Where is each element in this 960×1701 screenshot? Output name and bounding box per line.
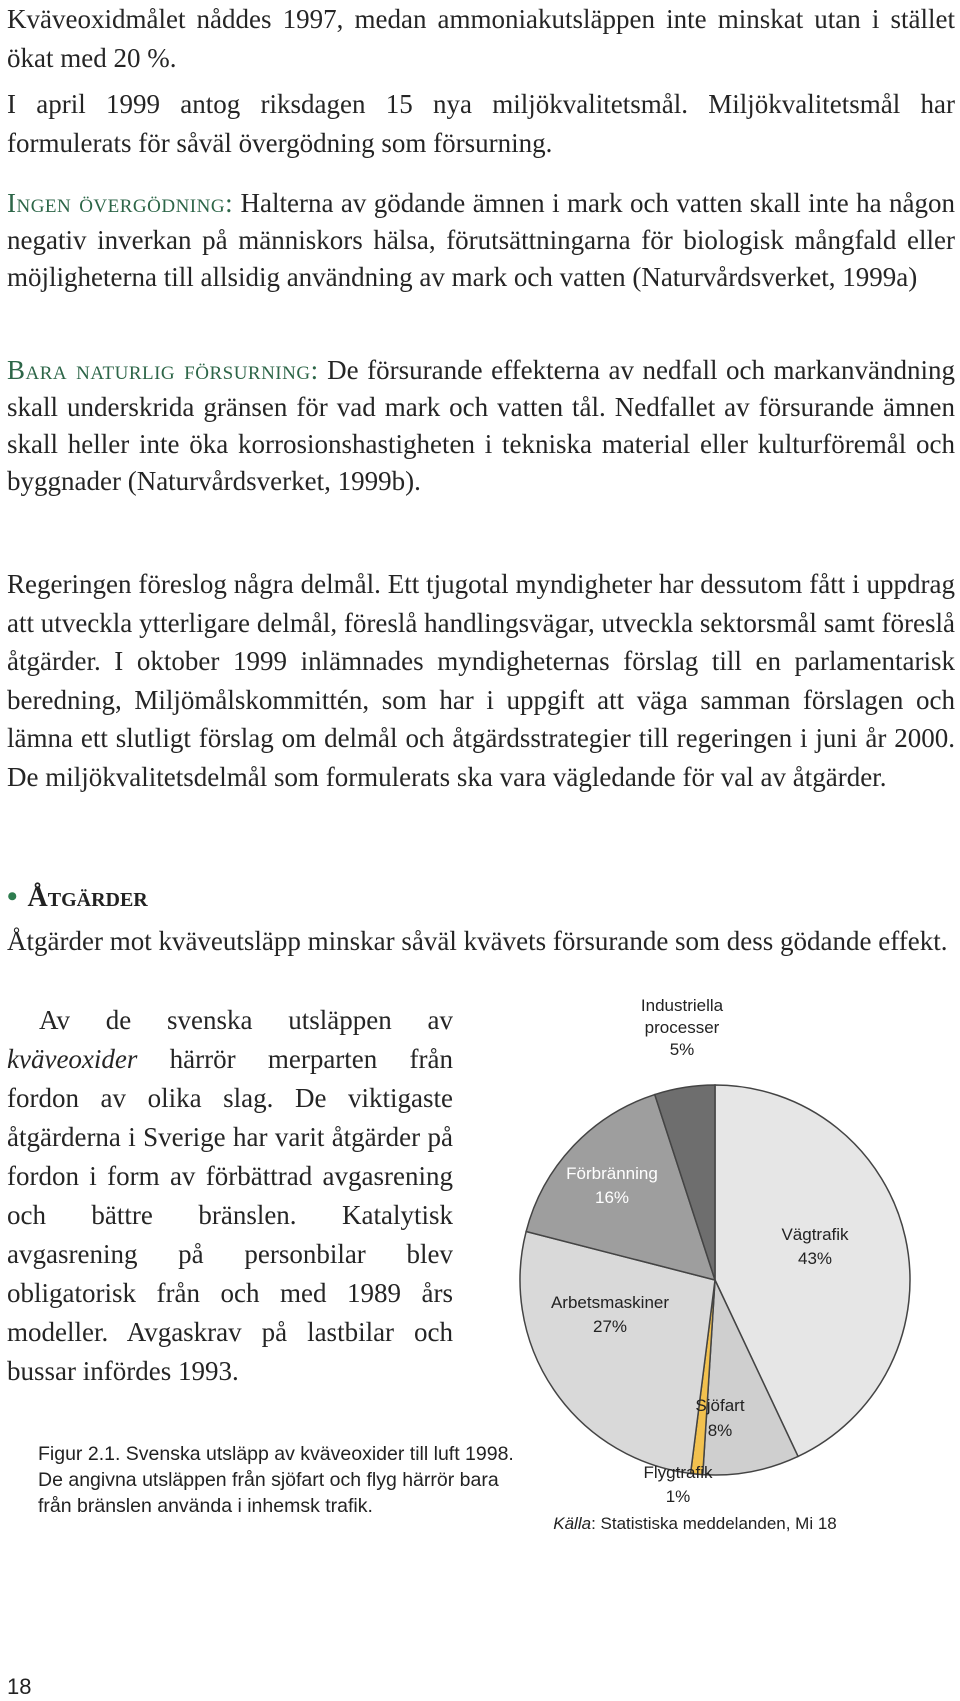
- figure-caption: Figur 2.1. Svenska utsläpp av kväveoxider till luft 1998. De angivna utsläppen från sjöfart och flyg härrör bara från bränslen använda i inhemsk trafik.: [38, 1443, 514, 1517]
- term-bara-naturlig-forsurning: Bara naturlig försurning:: [7, 355, 319, 385]
- label-forbranning-value: 16%: [594, 1188, 630, 1207]
- label-flygtrafik-name: Flygtrafik: [643, 1463, 713, 1482]
- definition-bara-naturlig-forsurning: De försurande effekterna av nedfall och markanvändning skall underskrida gränsen för vad mark och vatten tål. Nedfallet av försurande ämnen skall heller inte öka korrosionshastigheten i tekniska material eller kulturföremål och byggnader (Naturvårdsverket, 1999b).: [7, 355, 956, 496]
- chart-source-label: Källa: [553, 1514, 592, 1533]
- section-heading: [7, 880, 148, 914]
- label-sjofart-value: 8%: [707, 1421, 733, 1440]
- paragraph-regeringen-delmal: Regeringen föreslog några delmål. Ett tjugotal myndigheter har dessutom fått i uppdrag att utveckla ytterligare delmål, föreslå handlingsvägar, utveckla sektorsmål samt föreslå åtgärder. I oktober 1999 inlämnades myndigheternas förslag till en parlamentarisk beredning, Miljömålskommittén, som har i uppgift att väga samman förslagen och lämna ett slutligt förslag om delmål och åtgärdsstrategier till regeringen i juni år 2000. De miljökvalitetsdelmål som formulerats ska vara vägledande för val av åtgärder.: [7, 569, 955, 792]
- label-arbetsmaskiner-name: Arbetsmaskiner: [550, 1293, 670, 1312]
- chart-source: [553, 1514, 837, 1533]
- side-text-start: Av de svenska utsläppen av: [39, 1005, 453, 1035]
- side-text-emphasis: kväveoxider: [7, 1044, 138, 1074]
- label-flygtrafik-value: 1%: [665, 1487, 691, 1506]
- label-arbetsmaskiner-value: 27%: [592, 1317, 628, 1336]
- paragraph-miljokvalitetsmal: I april 1999 antog riksdagen 15 nya miljökvalitetsmål. Miljökvalitetsmål har formulerats för såväl övergödning som försurning.: [7, 89, 955, 158]
- page-number: 18: [7, 1674, 32, 1699]
- paragraph-ingen-overgodning: [7, 185, 955, 296]
- label-vagtrafik-name: Vägtrafik: [781, 1225, 849, 1244]
- paragraph-kvaveoxider-fordon: [7, 1001, 453, 1391]
- pie-slices: [520, 1085, 910, 1475]
- side-text-rest: härrör merparten från fordon av olika slag. De viktigaste åtgärderna i Sverige har varit åtgärder på fordon i form av förbättrad avgasrening och bättre bränslen. Katalytisk avgasrening på personbilar blev obligatorisk från och med 1989 års modeller. Avgaskrav på lastbilar och bussar infördes 1993.: [7, 1044, 453, 1386]
- term-ingen-overgodning: Ingen övergödning:: [7, 188, 234, 218]
- paragraph-kvaveoxidmal: Kväveoxidmålet nåddes 1997, medan ammoniakutsläppen inte minskat utan i stället ökat med 20 %.: [7, 4, 955, 73]
- label-forbranning-name: Förbränning: [566, 1164, 658, 1183]
- chart-source-text: : Statistiska meddelanden, Mi 18: [591, 1514, 837, 1533]
- definition-ingen-overgodning: Halterna av gödande ämnen i mark och vatten skall inte ha någon negativ inverkan på människors hälsa, förutsättningarna för biologisk mångfald eller möjligheterna till allsidig användning av mark och vatten (Naturvårdsverket, 1999a): [7, 188, 956, 292]
- label-industriella-value: 5%: [669, 1040, 695, 1059]
- pie-chart: [500, 990, 950, 1550]
- label-industriella-line1: Industriella: [640, 996, 724, 1015]
- label-industriella-line2: processer: [644, 1018, 720, 1037]
- section-heading-text: Åtgärder: [27, 882, 148, 913]
- label-vagtrafik-value: 43%: [797, 1249, 833, 1268]
- label-sjofart-name: Sjöfart: [695, 1396, 745, 1415]
- paragraph-atgarder-intro: Åtgärder mot kväveutsläpp minskar såväl kvävets försurande som dess gödande effekt.: [7, 926, 948, 956]
- bullet-icon: •: [7, 880, 18, 913]
- paragraph-bara-naturlig-forsurning: [7, 352, 955, 500]
